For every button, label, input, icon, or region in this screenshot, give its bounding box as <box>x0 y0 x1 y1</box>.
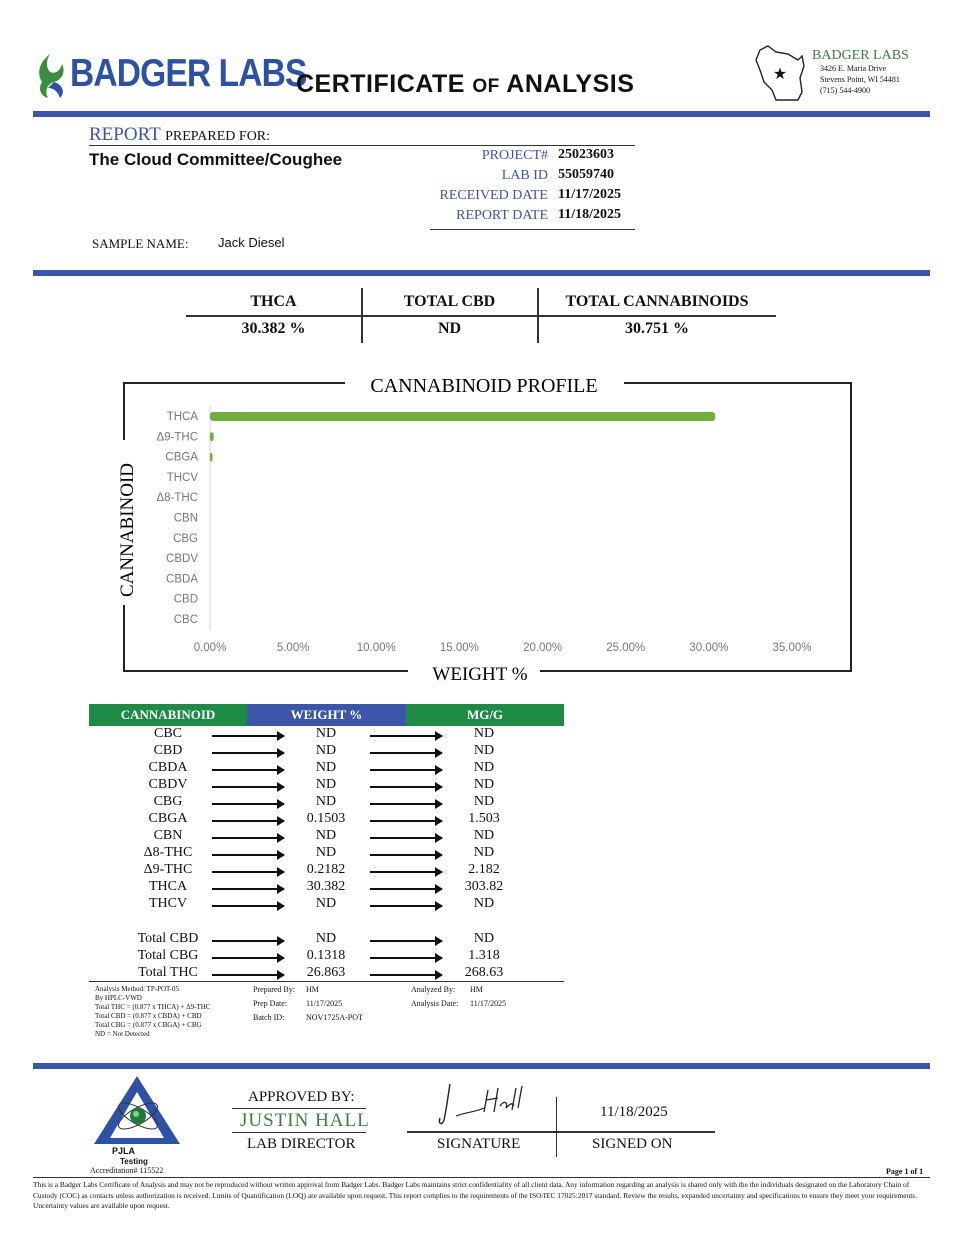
table-row-arrow <box>370 786 442 788</box>
summary-total-value: 30.751 % <box>625 320 689 337</box>
table-row-arrow <box>370 803 442 805</box>
table-row-name: Total CBG <box>137 948 199 963</box>
disclaimer-rule <box>33 1177 930 1178</box>
table-row-arrow <box>370 837 442 839</box>
note-nd: ND = Not Detected <box>95 1030 150 1038</box>
note-total-cbd: Total CBD = (0.877 x CBDA) + CBD <box>95 1012 202 1020</box>
table-row-arrow <box>212 786 284 788</box>
client-name: The Cloud Committee/Coughee <box>89 150 343 169</box>
table-row-name: Total CBD <box>137 931 199 946</box>
approved-by-label: APPROVED BY: <box>248 1089 355 1105</box>
table-row-mg: 2.182 <box>468 862 500 877</box>
table-row-name: CBGA <box>148 811 188 826</box>
chart-x-tick-label: 20.00% <box>523 642 563 654</box>
address-street: 3426 E. Maria Drive <box>820 64 887 73</box>
pjla-label: PJLA <box>112 1146 136 1156</box>
table-row-arrow <box>370 735 442 737</box>
chart-bar <box>210 412 715 421</box>
batch-id-label: Batch ID: <box>253 1013 285 1022</box>
table-row-arrow <box>370 974 442 976</box>
chart-bar <box>210 453 213 462</box>
analysis-date-label: Analysis Date: <box>411 999 459 1008</box>
prep-date: 11/17/2025 <box>306 999 343 1008</box>
table-row-mg: 303.82 <box>464 879 504 894</box>
table-row-mg: ND <box>473 931 495 946</box>
table-row-mg: 1.503 <box>468 811 500 826</box>
table-row-weight: ND <box>315 743 337 758</box>
table-row-weight: 0.1318 <box>306 948 346 963</box>
table-row-mg: 268.63 <box>464 965 504 980</box>
table-row-arrow <box>370 820 442 822</box>
chart-x-tick-label: 10.00% <box>356 642 396 654</box>
table-row-arrow <box>212 769 284 771</box>
table-header-weight: WEIGHT % <box>247 704 406 726</box>
table-row-name: Δ9-THC <box>143 862 193 877</box>
chart-category-label: THCA <box>166 411 198 423</box>
table-row-weight: ND <box>315 896 337 911</box>
title-word-analysis: ANALYSIS <box>506 70 635 98</box>
table-row-weight: ND <box>315 845 337 860</box>
analysis-date: 11/17/2025 <box>470 999 507 1008</box>
analyzed-by: HM <box>470 985 483 994</box>
batch-id: NOV1725A-POT <box>306 1013 363 1022</box>
analyzed-by-label: Analyzed By: <box>411 985 456 994</box>
table-row-weight: ND <box>315 726 337 741</box>
table-header-mg: MG/G <box>406 704 564 726</box>
chart-category-label: CBG <box>173 532 198 545</box>
project-number: 25023603 <box>558 147 614 162</box>
signed-date: 11/18/2025 <box>600 1104 668 1120</box>
received-date-label: RECEIVED DATE <box>439 188 548 203</box>
table-row-mg: ND <box>473 777 495 792</box>
table-row-name: CBC <box>153 726 182 741</box>
chart-x-tick-label: 0.00% <box>193 642 227 654</box>
report-date: 11/18/2025 <box>558 207 622 222</box>
note-total-thc: Total THC = (0.877 x THCA) + Δ9-THC <box>95 1003 211 1011</box>
table-row-weight: 26.863 <box>306 965 346 980</box>
chart-category-label: CBGA <box>165 451 198 464</box>
table-row-mg: ND <box>473 726 495 741</box>
table-row-mg: 1.318 <box>468 948 500 963</box>
chart-x-tick-label: 5.00% <box>276 642 310 654</box>
prepared-by-label: Prepared By: <box>253 985 295 994</box>
table-row-arrow <box>370 888 442 890</box>
summary-total-label: TOTAL CANNABINOIDS <box>565 293 749 310</box>
table-row-name: CBD <box>153 743 183 758</box>
table-bottom-rule <box>89 981 564 982</box>
prep-date-label: Prep Date: <box>253 999 287 1008</box>
table-row-mg: ND <box>473 760 495 775</box>
signature-rule <box>407 1131 715 1133</box>
chart-x-tick-label: 35.00% <box>772 642 812 654</box>
table-row-arrow <box>370 871 442 873</box>
chart-category-label: CBDA <box>166 573 198 586</box>
table-row-arrow <box>212 735 284 737</box>
sample-name-label: SAMPLE NAME: <box>92 236 189 251</box>
page-number: Page 1 of 1 <box>886 1167 924 1176</box>
signature-divider <box>556 1097 557 1157</box>
table-header-cannabinoid: CANNABINOID <box>89 704 247 726</box>
address-company-name: BADGER LABS <box>812 48 909 63</box>
brand-logo-text: BADGER LABS <box>70 52 307 95</box>
table-row-arrow <box>370 905 442 907</box>
note-instrument: By HPLC-VWD <box>95 994 142 1002</box>
address-city: Stevens Point, WI 54481 <box>820 75 900 84</box>
table-row-arrow <box>212 905 284 907</box>
summary-thca-label: THCA <box>250 293 297 310</box>
table-row-name: CBG <box>153 794 183 809</box>
chart-category-label: CBC <box>173 614 198 626</box>
table-row-arrow <box>212 854 284 856</box>
table-row-arrow <box>212 837 284 839</box>
chart-x-tick-label: 30.00% <box>689 642 729 654</box>
table-row-mg: ND <box>473 794 495 809</box>
chart-category-label: Δ9-THC <box>156 431 198 444</box>
chart-y-axis-label: CANNABINOID <box>117 462 138 598</box>
director-signature <box>436 1078 536 1130</box>
approver-name: JUSTIN HALL <box>240 1110 370 1131</box>
summary-cbd-label: TOTAL CBD <box>403 293 496 310</box>
chart-bar <box>210 432 214 441</box>
table-row-name: THCA <box>148 879 188 894</box>
accreditation-number: Accreditation# 115522 <box>90 1166 164 1175</box>
sample-name: Jack Diesel <box>218 235 285 250</box>
approved-rule-bottom <box>232 1132 366 1133</box>
table-row-mg: ND <box>473 845 495 860</box>
table-row-weight: 0.1503 <box>306 811 346 826</box>
chart-category-label: Δ8-THC <box>156 492 198 505</box>
received-date: 11/17/2025 <box>558 187 622 202</box>
table-row-name: CBDV <box>148 777 188 792</box>
table-row-name: Total THC <box>138 965 198 980</box>
signed-on-label: SIGNED ON <box>592 1136 673 1152</box>
chart-frame <box>124 383 851 671</box>
chart-category-label: CBDV <box>166 553 198 566</box>
table-row-weight: ND <box>315 931 337 946</box>
table-row-arrow <box>212 752 284 754</box>
table-row-name: CBDA <box>148 760 188 775</box>
summary-thca-value: 30.382 % <box>241 320 306 337</box>
address-phone: (715) 544-4900 <box>820 86 870 95</box>
report-label-word: REPORT <box>89 124 161 145</box>
table-row-arrow <box>370 854 442 856</box>
table-row-mg: ND <box>473 743 495 758</box>
table-row-weight: ND <box>315 777 337 792</box>
table-row-name: Δ8-THC <box>143 845 193 860</box>
table-row-arrow <box>370 769 442 771</box>
title-word-certificate: CERTIFICATE <box>296 70 465 98</box>
title-word-of: OF <box>472 76 500 97</box>
table-row-arrow <box>370 752 442 754</box>
approver-title: LAB DIRECTOR <box>247 1136 356 1152</box>
summary-cbd-value: ND <box>437 320 462 337</box>
table-row-arrow <box>212 803 284 805</box>
table-row-weight: ND <box>315 794 337 809</box>
table-row-mg: ND <box>473 828 495 843</box>
chart-category-label: THCV <box>166 471 198 484</box>
signature-label: SIGNATURE <box>437 1136 521 1152</box>
table-row-arrow <box>212 957 284 959</box>
analysis-notes <box>95 985 210 1039</box>
chart-x-tick-label: 15.00% <box>439 642 479 654</box>
chart-x-axis-label: WEIGHT % <box>432 664 528 685</box>
prepared-by: HM <box>306 985 319 994</box>
table-row-arrow <box>212 871 284 873</box>
table-row-arrow <box>212 820 284 822</box>
svg-text:★: ★ <box>772 64 788 83</box>
project-label: PROJECT# <box>481 148 548 163</box>
table-row-weight: 0.2182 <box>306 862 346 877</box>
report-date-label: REPORT DATE <box>456 208 548 223</box>
pjla-accreditation-logo <box>92 1074 182 1146</box>
lab-id: 55059740 <box>558 167 614 182</box>
table-row-mg: ND <box>473 896 495 911</box>
disclaimer-text: This is a Badger Labs Certificate of Analysis and may not be reproduced without written approval from Badger Labs. Badger Labs maintains strict confidentiality of all client data. Any information regarding an analysis is shared only with the the individuals designated on the Laboratory Chain of Custody (COC) as contacts unless authorization is received. Limits of Quantification (LOQ) are available upon request. This report complies to the requirements of the ISO/IEC 17025:2017 standard. Review the results, expanded uncertainty and specifications to ensure they meet your requirements. Uncertainty values are available upon request. <box>33 1180 918 1210</box>
chart-title: CANNABINOID PROFILE <box>370 375 598 397</box>
table-row-arrow <box>212 974 284 976</box>
chart-x-tick-label: 25.00% <box>606 642 646 654</box>
note-total-cbg: Total CBG = (0.877 x CBGA) + CBG <box>95 1021 202 1029</box>
note-method: Analysis Method: TP-POT-05 <box>95 985 180 993</box>
footer-divider <box>33 1063 930 1069</box>
table-row-name: CBN <box>153 828 183 843</box>
table-row-weight: 30.382 <box>306 879 346 894</box>
pjla-testing-label: Testing <box>120 1157 148 1166</box>
chart-category-label: CBD <box>173 593 198 606</box>
approved-rule-top <box>232 1108 366 1109</box>
table-row-name: THCV <box>148 896 188 911</box>
chart-category-label: CBN <box>173 512 198 525</box>
table-row-weight: ND <box>315 828 337 843</box>
table-row-arrow <box>212 888 284 890</box>
table-row-weight: ND <box>315 760 337 775</box>
table-row-arrow <box>370 940 442 942</box>
lab-id-label: LAB ID <box>501 168 548 183</box>
table-row-arrow <box>212 940 284 942</box>
prepared-for-label: PREPARED FOR: <box>165 129 271 144</box>
table-row-arrow <box>370 957 442 959</box>
